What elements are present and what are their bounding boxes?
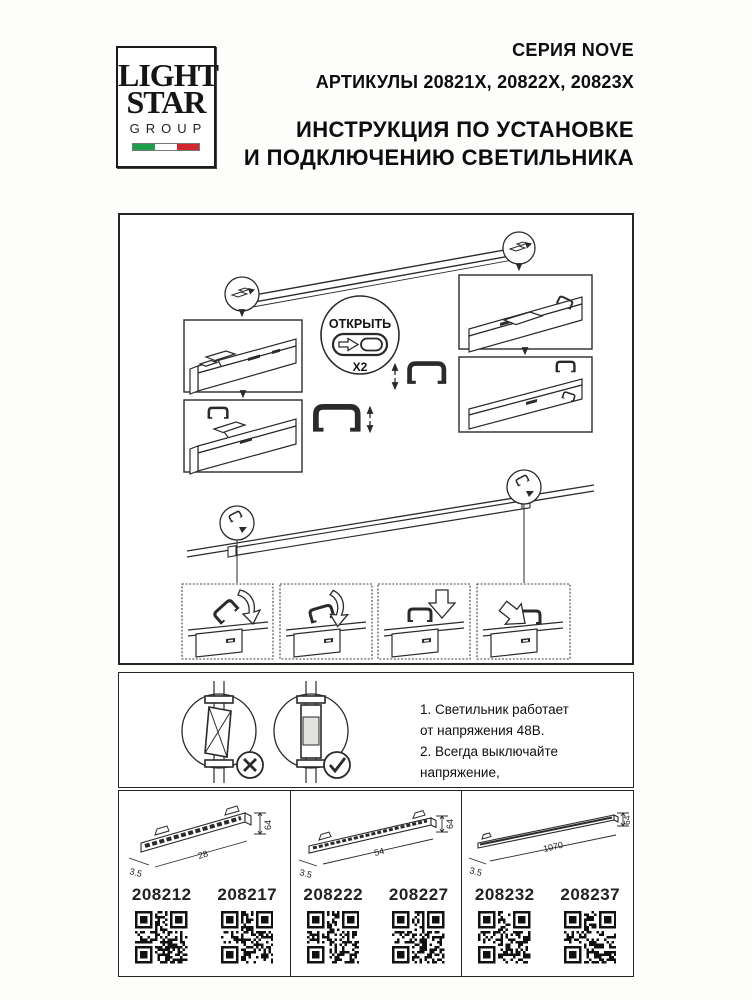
install-diagram-section bbox=[118, 213, 634, 665]
luminaire-drawing-2 bbox=[291, 791, 460, 883]
open-count: X2 bbox=[352, 360, 368, 374]
detail-circle-left bbox=[225, 277, 259, 316]
dim-height: 64 bbox=[444, 818, 455, 829]
step-clip-removed-right bbox=[469, 362, 582, 429]
product-panel-1 bbox=[118, 790, 291, 977]
flag-red bbox=[177, 144, 199, 150]
note-line-2: от напряжения 48В. bbox=[420, 723, 545, 738]
step-unclip-left-1 bbox=[190, 339, 296, 394]
note-line-1: 1. Светильник работает bbox=[420, 702, 569, 717]
product-panel-2 bbox=[290, 790, 463, 977]
open-label: ОТКРЫТЬ bbox=[328, 317, 392, 331]
detail-circle-right bbox=[503, 232, 535, 270]
dim-height: 64 bbox=[622, 815, 631, 825]
dim-width: 3.5 bbox=[468, 865, 484, 878]
document-header bbox=[244, 40, 634, 172]
dim-width: 3.5 bbox=[298, 867, 313, 880]
check-icon bbox=[324, 752, 350, 778]
instruction-title bbox=[244, 116, 634, 172]
dim-height: 64 bbox=[263, 819, 273, 830]
article-number: 208217 bbox=[217, 885, 278, 904]
product-panel-3 bbox=[461, 790, 634, 977]
screwdriver-slide-icon bbox=[333, 334, 387, 355]
article-numbers bbox=[291, 885, 462, 905]
correct-mount-circle bbox=[274, 681, 350, 783]
title-line1: ИНСТРУКЦИЯ ПО УСТАНОВКЕ bbox=[296, 117, 634, 142]
cross-icon bbox=[237, 752, 263, 778]
qr-code bbox=[564, 911, 617, 964]
luminaire-drawing-1 bbox=[119, 791, 288, 883]
mount-step-2 bbox=[286, 590, 366, 657]
qr-code bbox=[307, 911, 360, 964]
dim-length: 54 bbox=[372, 845, 385, 858]
luminaire-drawing-3 bbox=[462, 791, 631, 883]
italian-flag-icon bbox=[132, 143, 200, 151]
articles-line: АРТИКУЛЫ 20821X, 20822X, 20823X bbox=[315, 72, 634, 92]
dim-width: 3.5 bbox=[128, 866, 144, 879]
flag-white bbox=[155, 144, 177, 150]
qr-code bbox=[221, 911, 274, 964]
logo-light: LIGHT bbox=[118, 57, 218, 93]
article-number: 208222 bbox=[303, 885, 364, 904]
open-tool-badge bbox=[321, 296, 399, 374]
series-title: СЕРИЯ NOVE bbox=[512, 40, 634, 60]
dim-length: 28 bbox=[196, 848, 210, 861]
qr-code bbox=[392, 911, 445, 964]
product-panels bbox=[118, 790, 634, 977]
logo-group: GROUP bbox=[129, 121, 208, 136]
note-line-3: 2. Всегда выключайте напряжение, bbox=[420, 744, 558, 780]
article-numbers bbox=[462, 885, 633, 905]
title-line2: И ПОДКЛЮЧЕНИЮ СВЕТИЛЬНИКА bbox=[243, 145, 634, 170]
step-unclip-right-1 bbox=[469, 295, 582, 352]
step-unclip-left-2 bbox=[190, 408, 296, 474]
mount-step-1 bbox=[188, 590, 268, 657]
article-number: 208237 bbox=[560, 885, 621, 904]
safety-notes bbox=[420, 699, 635, 804]
qr-code bbox=[135, 911, 188, 964]
article-number: 208232 bbox=[474, 885, 535, 904]
wrong-mount-circle bbox=[182, 681, 263, 783]
article-number: 208227 bbox=[388, 885, 449, 904]
dim-length: 1070 bbox=[542, 839, 564, 854]
article-number: 208212 bbox=[131, 885, 192, 904]
flag-green bbox=[133, 144, 155, 150]
mount-step-4 bbox=[483, 596, 563, 657]
lightstar-logo bbox=[116, 46, 216, 168]
clip-circle-right bbox=[507, 470, 541, 583]
install-diagram bbox=[120, 215, 632, 663]
qr-code bbox=[478, 911, 531, 964]
mount-step-3 bbox=[384, 590, 464, 657]
clip-move-icon-a bbox=[395, 364, 446, 389]
clip-move-icon-b bbox=[313, 407, 370, 432]
logo-star: STAR bbox=[126, 84, 206, 120]
article-numbers bbox=[119, 885, 290, 905]
